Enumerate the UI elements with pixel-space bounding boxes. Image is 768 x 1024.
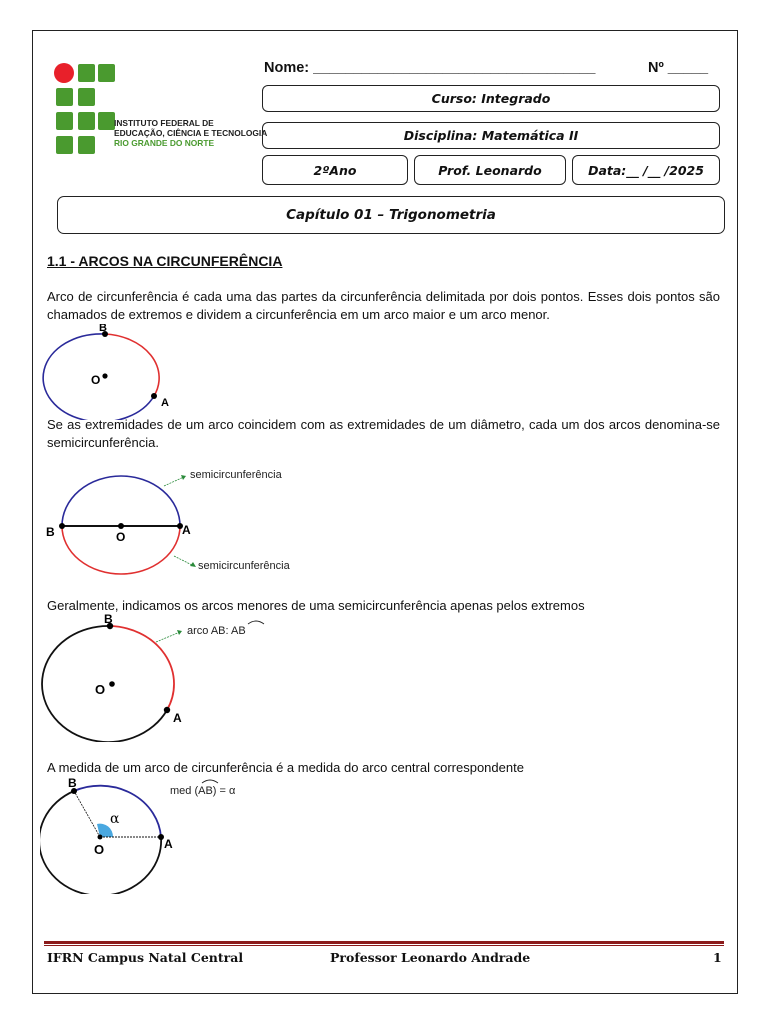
logo-red-dot: [54, 63, 74, 83]
radius-ob: [74, 791, 100, 837]
point-a: [151, 393, 157, 399]
institute-line-3: RIO GRANDE DO NORTE: [114, 138, 215, 148]
logo-block: [56, 112, 73, 130]
footer-page-number: 1: [713, 950, 722, 965]
label-a: A: [182, 523, 191, 537]
logo-block: [78, 136, 95, 154]
label-o: O: [95, 682, 106, 697]
label-b: B: [104, 612, 113, 626]
footer-campus: IFRN Campus Natal Central: [47, 950, 244, 965]
section-title: 1.1 - ARCOS NA CIRCUNFERÊNCIA: [47, 253, 283, 269]
arrowhead: [177, 630, 182, 635]
point-b: [59, 523, 65, 529]
center-point: [98, 835, 103, 840]
arc-symbol: [248, 621, 264, 624]
paragraph-arc-measure: A medida de um arco de circunferência é a medida do arco central correspondente: [47, 760, 524, 775]
logo-block: [98, 112, 115, 130]
institute-name: [114, 118, 267, 148]
logo-block: [78, 64, 95, 82]
center-point: [102, 373, 107, 378]
arrow-arc-label: [156, 632, 180, 642]
paragraph-semicircle: Se as extremidades de um arco coincidem com as extremidades de um diâmetro, cada um dos arcos denomina-se semicircunferência.: [47, 417, 720, 450]
label-o: O: [94, 842, 105, 857]
label-arc-ab: arco AB: AB: [187, 625, 246, 637]
paragraph-arc-definition: Arco de circunferência é cada uma das partes da circunferência delimitada por dois pontos. Esses dois pontos são chamados de extremos e dividem a circunferência em um arco maior e um arco menor.: [47, 289, 720, 322]
arrow-bottom: [174, 556, 194, 566]
arc-symbol: [202, 780, 218, 783]
figure-semicircle: [40, 462, 340, 582]
minor-arc: [105, 334, 159, 396]
date-box[interactable]: Data:__ /__ /2025: [572, 155, 720, 185]
logo-block: [56, 88, 73, 106]
upper-semicircle: [62, 476, 180, 526]
institute-line-1: INSTITUTO FEDERAL DE: [114, 118, 214, 128]
point-a: [164, 707, 170, 713]
logo-block: [56, 136, 73, 154]
footer-rule: [44, 941, 724, 944]
institute-line-2: EDUCAÇÃO, CIÊNCIA E TECNOLOGIA: [114, 128, 268, 138]
year-box: 2ºAno: [262, 155, 408, 185]
footer-professor: Professor Leonardo Andrade: [330, 950, 531, 965]
label-b: B: [68, 776, 77, 790]
figure-arc-measure: [40, 774, 280, 894]
label-b: B: [99, 324, 107, 334]
label-a: A: [173, 711, 182, 725]
label-o: O: [91, 373, 101, 387]
label-o: O: [116, 530, 126, 544]
label-semicircle-bottom: semicircunferência: [198, 560, 290, 572]
figure-arc-ab: [40, 612, 300, 742]
paragraph-minor-arcs: Geralmente, indicamos os arcos menores de uma semicircunferência apenas pelos extremos: [47, 598, 585, 613]
number-field[interactable]: Nº _____: [648, 60, 709, 76]
logo-block: [78, 88, 95, 106]
figure-arc-basic: [42, 324, 182, 420]
subject-box: Disciplina: Matemática II: [262, 122, 720, 149]
label-a: A: [164, 837, 173, 851]
course-box: Curso: Integrado: [262, 85, 720, 112]
label-med-ab: med (AB) = α: [170, 785, 236, 797]
label-a: A: [161, 397, 169, 409]
center-point: [109, 681, 115, 687]
chapter-title: Capítulo 01 – Trigonometria: [57, 196, 725, 234]
logo-block: [78, 112, 95, 130]
teacher-box: Prof. Leonardo: [414, 155, 566, 185]
center-point: [118, 523, 124, 529]
label-b: B: [46, 525, 55, 539]
footer-rule-thin: [44, 945, 724, 946]
name-field[interactable]: Nome: ___________________________________: [264, 60, 596, 76]
logo-block: [98, 64, 115, 82]
label-alpha: α: [110, 811, 120, 827]
label-semicircle-top: semicircunferência: [190, 469, 282, 481]
